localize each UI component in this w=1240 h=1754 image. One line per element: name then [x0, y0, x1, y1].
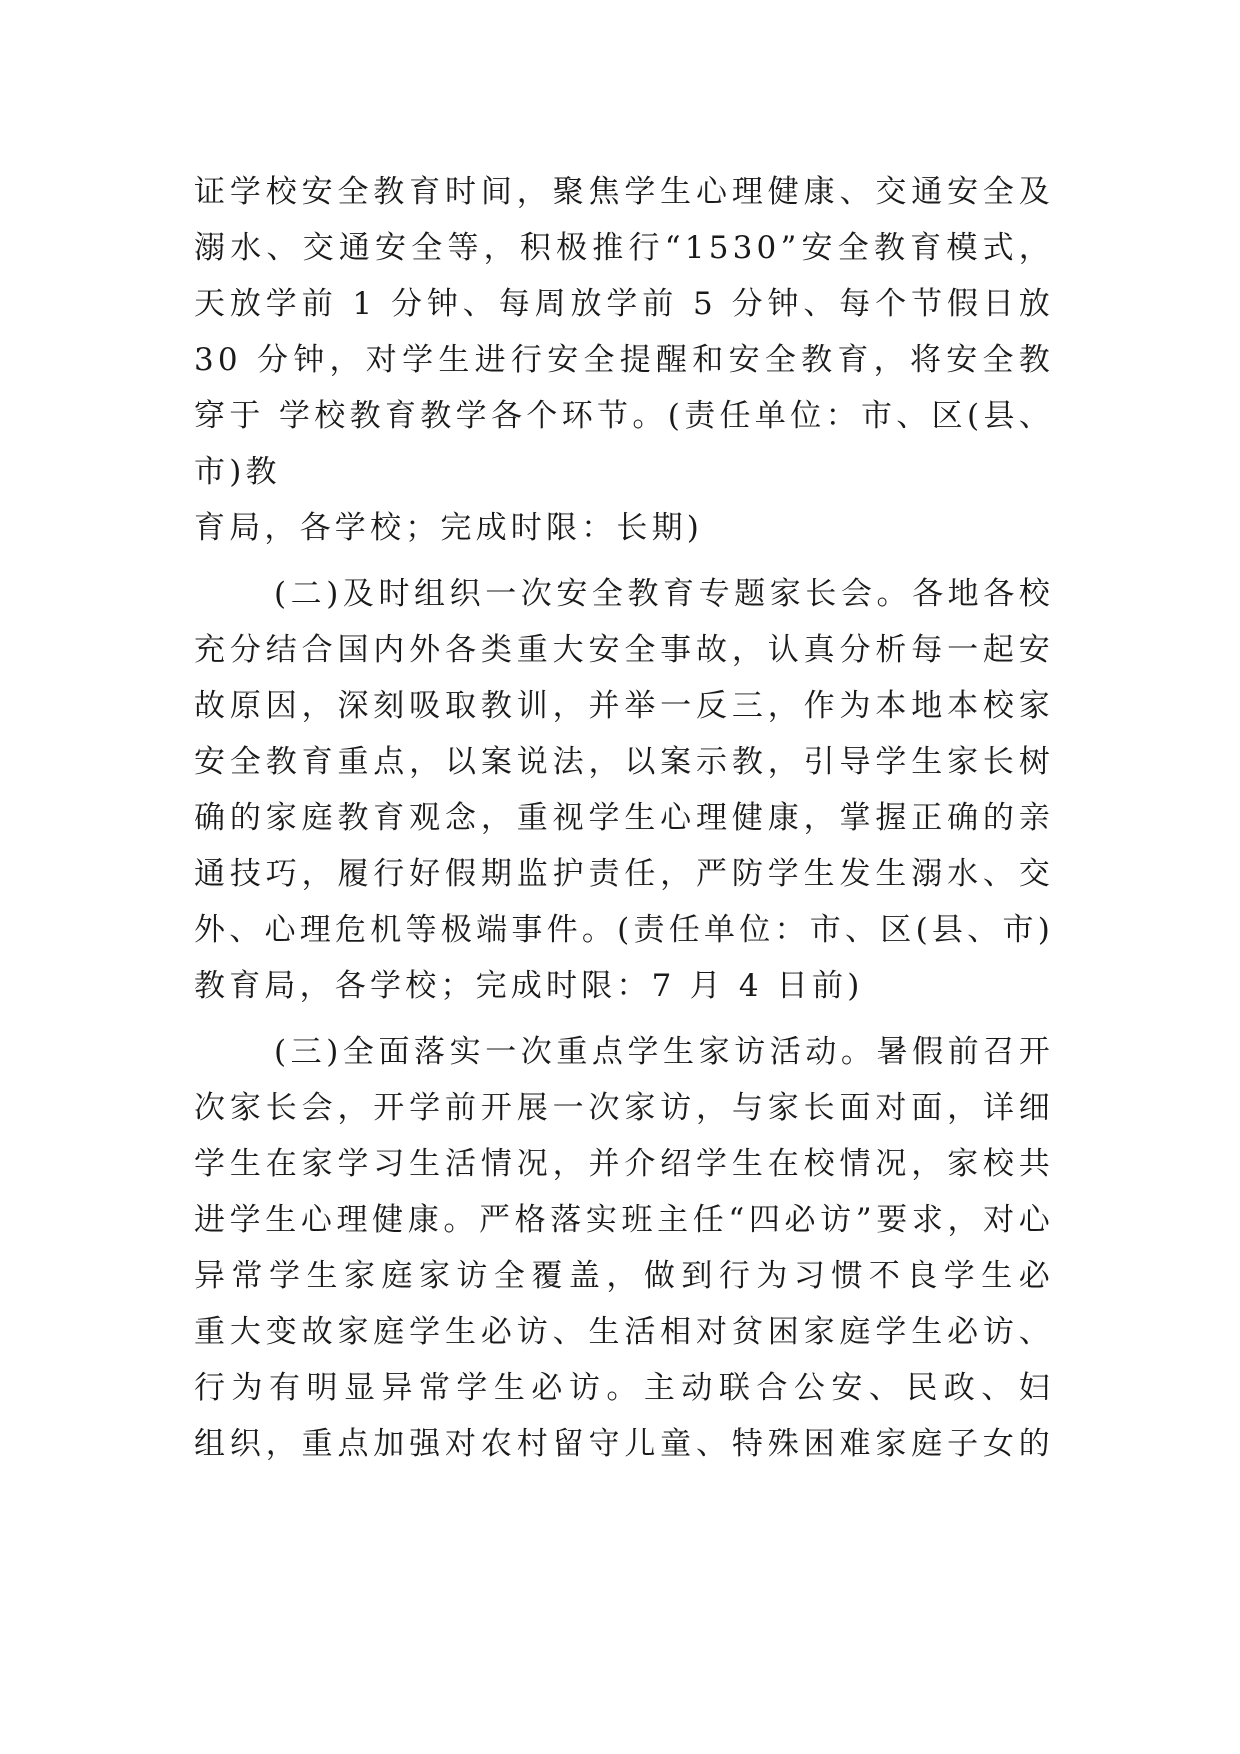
- text-line: 外、心理危机等极端事件。(责任单位：市、区(县、市): [194, 912, 1054, 948]
- paragraph-p2: [194, 566, 1054, 1014]
- text-line: 市)教: [194, 454, 281, 490]
- text-line: 天放学前 1 分钟、每周放学前 5 分钟、每个节假日放: [194, 286, 1054, 322]
- text-line: 确的家庭教育观念，重视学生心理健康，掌握正确的亲: [194, 800, 1054, 836]
- text-line: 溺水、交通安全等，积极推行“1530”安全教育模式，: [194, 230, 1054, 266]
- text-line: 故原因，深刻吸取教训，并举一反三，作为本地本校家: [194, 688, 1054, 724]
- text-line: (二)及时组织一次安全教育专题家长会。各地各校: [274, 576, 1054, 612]
- paragraph-gap: [194, 1014, 1054, 1024]
- document-body: [194, 164, 1054, 1472]
- text-line: 教育局，各学校；完成时限：7 月 4 日前): [194, 968, 864, 1004]
- text-line: 进学生心理健康。严格落实班主任“四必访”要求，对心: [194, 1202, 1054, 1238]
- text-line: 安全教育重点，以案说法，以案示教，引导学生家长树: [194, 744, 1054, 780]
- text-line: 异常学生家庭家访全覆盖，做到行为习惯不良学生必: [194, 1258, 1054, 1294]
- paragraph-p3: [194, 1024, 1054, 1472]
- text-line: 组织，重点加强对农村留守儿童、特殊困难家庭子女的: [194, 1426, 1054, 1462]
- text-line: 育局，各学校；完成时限：长期): [194, 510, 704, 546]
- text-line: 行为有明显异常学生必访。主动联合公安、民政、妇: [194, 1370, 1054, 1406]
- text-line: 30 分钟，对学生进行安全提醒和安全教育，将安全教: [194, 342, 1054, 378]
- paragraph-p1: [194, 164, 1054, 556]
- text-line: 重大变故家庭学生必访、生活相对贫困家庭学生必访、: [194, 1314, 1054, 1350]
- text-line: 学生在家学习生活情况，并介绍学生在校情况，家校共: [194, 1146, 1054, 1182]
- paragraph-gap: [194, 556, 1054, 566]
- text-line: 证学校安全教育时间，聚焦学生心理健康、交通安全及: [194, 174, 1054, 210]
- text-line: 穿于 学校教育教学各个环节。(责任单位：市、区(县、: [194, 398, 1054, 434]
- text-line: 充分结合国内外各类重大安全事故，认真分析每一起安: [194, 632, 1054, 668]
- text-line: (三)全面落实一次重点学生家访活动。暑假前召开: [274, 1034, 1054, 1070]
- text-line: 次家长会，开学前开展一次家访，与家长面对面，详细: [194, 1090, 1054, 1126]
- text-line: 通技巧，履行好假期监护责任，严防学生发生溺水、交: [194, 856, 1054, 892]
